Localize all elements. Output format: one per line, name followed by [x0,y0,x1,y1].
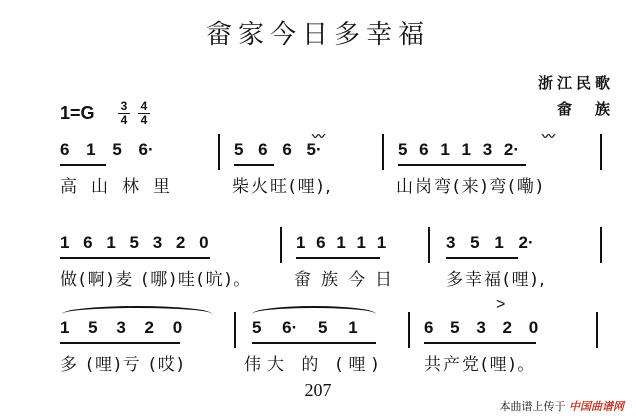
measure-notes: 1 5 3 2 0 [60,318,183,337]
bar-line [600,227,602,263]
origin-region: 浙江民歌 [537,74,614,92]
bar-line [382,134,384,170]
slur [252,306,376,314]
song-title: 畲家今日多幸福 [205,20,430,50]
lyrics: 伟大 的 (哩) [244,355,385,375]
slur [62,306,212,314]
beam [60,164,106,166]
bar-line [596,312,598,348]
lyrics: 高山林里 [60,177,184,197]
lyrics: 山岗弯(来)弯(嘞) [396,177,545,197]
beam [296,257,380,259]
lyrics: 多 (哩)亏 (哎) [60,355,186,375]
beam [424,342,536,344]
bar-line [234,312,236,348]
trill-icon: 〰 [312,130,326,145]
bar-line [408,312,410,348]
beam [398,164,526,166]
lyrics: 柴火旺(哩), [232,177,333,197]
measure-notes: 5 6· 5 1 [252,318,358,337]
site-logo[interactable]: 中国曲谱网 [569,400,624,413]
bar-line [428,227,430,263]
beam [234,164,274,166]
time-signature-2: 4 4 [138,100,150,127]
measure-notes: 6 1 5 6· [60,140,154,159]
bar-line [218,134,220,170]
key-signature: 1=G [60,103,95,123]
song-origin [538,70,614,122]
bar-line [280,227,282,263]
trill-icon: 〰 [542,130,556,145]
beam [60,342,180,344]
score-row-2 [0,233,636,293]
page-number: 207 [304,380,332,400]
accent-icon: > [496,296,506,313]
footer-credit [500,398,625,414]
beam [252,342,376,344]
beam [446,257,518,259]
origin-ethnic: 畲 族 [556,100,614,118]
lyrics: 共产党(哩)。 [424,355,537,375]
time-signature-1: 3 4 [118,100,130,127]
measure-notes: 6 5 3 2 0 [424,318,539,337]
lyrics: 畲族今日 [294,270,402,290]
bar-line [600,134,602,170]
measure-notes: 5 6 1 1 3 2· [398,140,520,159]
score-row-3 [0,296,636,378]
measure-notes: 5 6 6 5· [234,140,322,159]
beam [60,257,210,259]
footer-text: 本曲谱上传于 [499,400,566,413]
lyrics: 做(啊)麦 (哪)哇(吭)。 [60,270,253,290]
measure-notes: 1 6 1 1 1 [296,233,387,252]
score-row-1 [0,130,636,200]
lyrics: 多幸福(哩), [446,270,547,290]
measure-notes: 1 6 1 5 3 2 0 [60,233,209,252]
measure-notes: 3 5 1 2· [446,233,534,252]
